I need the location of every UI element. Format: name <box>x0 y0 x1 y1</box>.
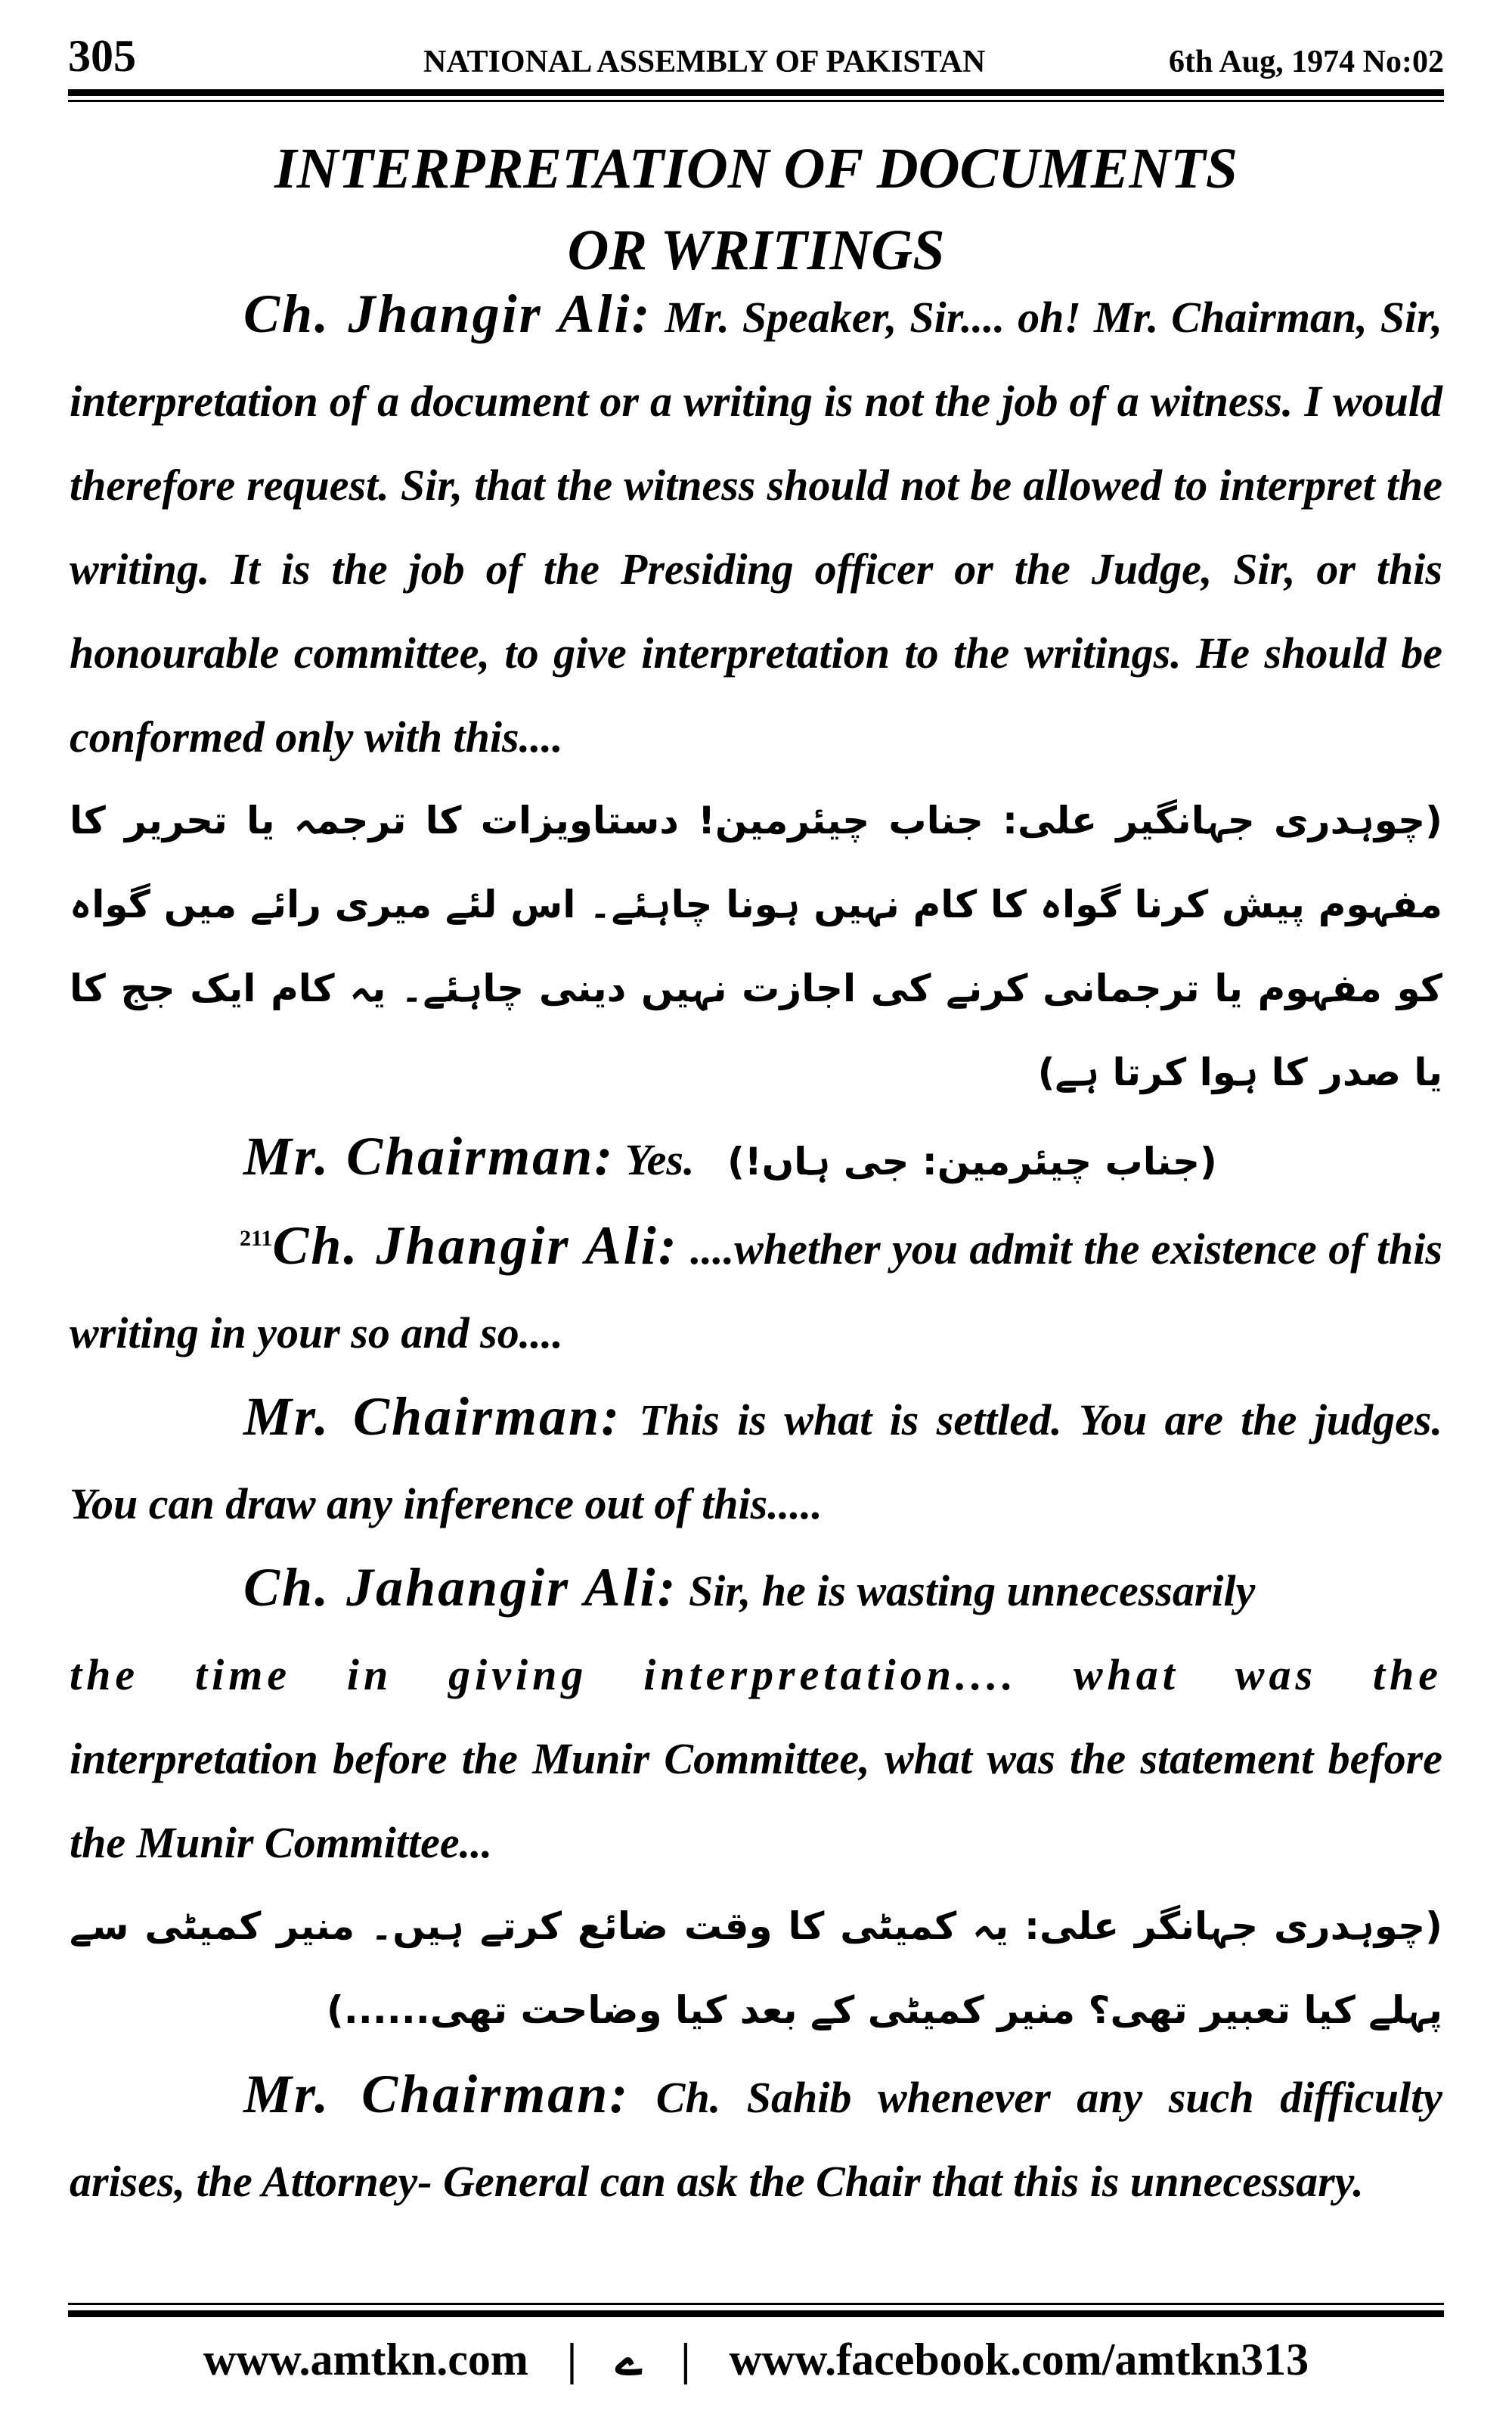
paragraph-1 <box>70 272 1442 779</box>
header-rule-thick <box>68 89 1444 96</box>
header-date: 6th Aug, 1974 No:02 <box>1168 45 1444 79</box>
paragraph-text: interpretation before the Munir Committee, what was the statement before the Munir Committee... <box>70 1734 1442 1867</box>
page-footer <box>68 2333 1444 2386</box>
speaker-name: Ch. Jhangir Ali: <box>243 284 652 344</box>
paragraph-6 <box>70 2052 1442 2223</box>
section-heading-line1: INTERPRETATION OF DOCUMENTS <box>274 137 1238 200</box>
urdu-translation-1: (چوہدری جہانگیر علی: جناب چیئرمین! دستاویزات کا ترجمہ یا تحریر کا مفہوم پیش کرنا گواہ کا کام نہیں ہونا چاہئے۔ اس لئے میری رائے میں گواہ کو مفہوم یا ترجمانی کرنے کی اجازت نہیں دینی چاہئے۔ یہ کام ایک جج کا یا صدر کا ہوا کرتا ہے) <box>70 799 1442 1094</box>
urdu-inline-translation: (جناب چیئرمین: جی ہاں!) <box>727 1140 1217 1184</box>
footer-separator: | <box>566 2335 578 2384</box>
paragraph-text: This is what is settled. You are the judges. You can draw any inference out of this..... <box>70 1395 1442 1528</box>
header-title: NATIONAL ASSEMBLY OF PAKISTAN <box>423 45 986 79</box>
speaker-name: Ch. Jhangir Ali: <box>272 1215 679 1276</box>
paragraph-text: Sir, he is wasting unnecessarily <box>677 1566 1256 1615</box>
speaker-name: Mr. Chairman: <box>243 1386 622 1447</box>
footer-rule-thin <box>68 2303 1444 2305</box>
paragraph-text: ....whether you admit the existence of this writing in your so and so.... <box>70 1224 1443 1357</box>
paragraph-5 <box>70 1546 1442 1885</box>
footer-rule-thick <box>68 2310 1444 2317</box>
paragraph-text: Mr. Speaker, Sir.... oh! Mr. Chairman, Sir, interpretation of a document or a writing is not the job of a witness. I would therefore request. Sir, that the witness should not be allowed to interpret the writing. It is the job of the Presiding officer or the Judge, Sir, or this honourable committee, to give interpretation to the writings. He should be conformed only with this.... <box>70 293 1443 762</box>
speaker-name: Mr. Chairman: <box>243 2064 631 2124</box>
paragraph-text: Ch. Sahib whenever any such difficulty arises, the Attorney- General can ask the Chair that this is unnecessary. <box>70 2073 1442 2206</box>
section-heading-line2: OR WRITINGS <box>567 219 945 282</box>
header-rule-thin <box>68 100 1444 102</box>
page-header <box>68 30 1444 83</box>
footer-urdu-glyph: ے <box>615 2335 643 2384</box>
speaker-name: Ch. Jahangir Ali: <box>243 1557 678 1618</box>
page-number: 305 <box>68 31 136 81</box>
footer-facebook-link[interactable]: www.facebook.com/amtkn313 <box>729 2335 1309 2384</box>
paragraph-4 <box>70 1375 1442 1546</box>
transcript-body <box>70 272 1442 2223</box>
footer-separator: | <box>680 2335 691 2384</box>
speaker-name: Mr. Chairman: <box>243 1126 615 1187</box>
paragraph-2 <box>70 1115 1442 1204</box>
footnote-marker: 211 <box>240 1226 273 1251</box>
paragraph-3 <box>70 1204 1442 1375</box>
paragraph-text-spaced: the time in giving interpretation.... what was the <box>70 1650 1442 1699</box>
footer-website-link[interactable]: www.amtkn.com <box>203 2335 528 2384</box>
urdu-translation-2: (چوہدری جہانگر علی: یہ کمیٹی کا وقت ضائع کرتے ہیں۔ منیر کمیٹی سے پہلے کیا تعبیر تھی؟ منیر کمیٹی کے بعد کیا وضاحت تھی......) <box>70 1904 1442 2032</box>
paragraph-text: Yes. <box>615 1135 695 1184</box>
